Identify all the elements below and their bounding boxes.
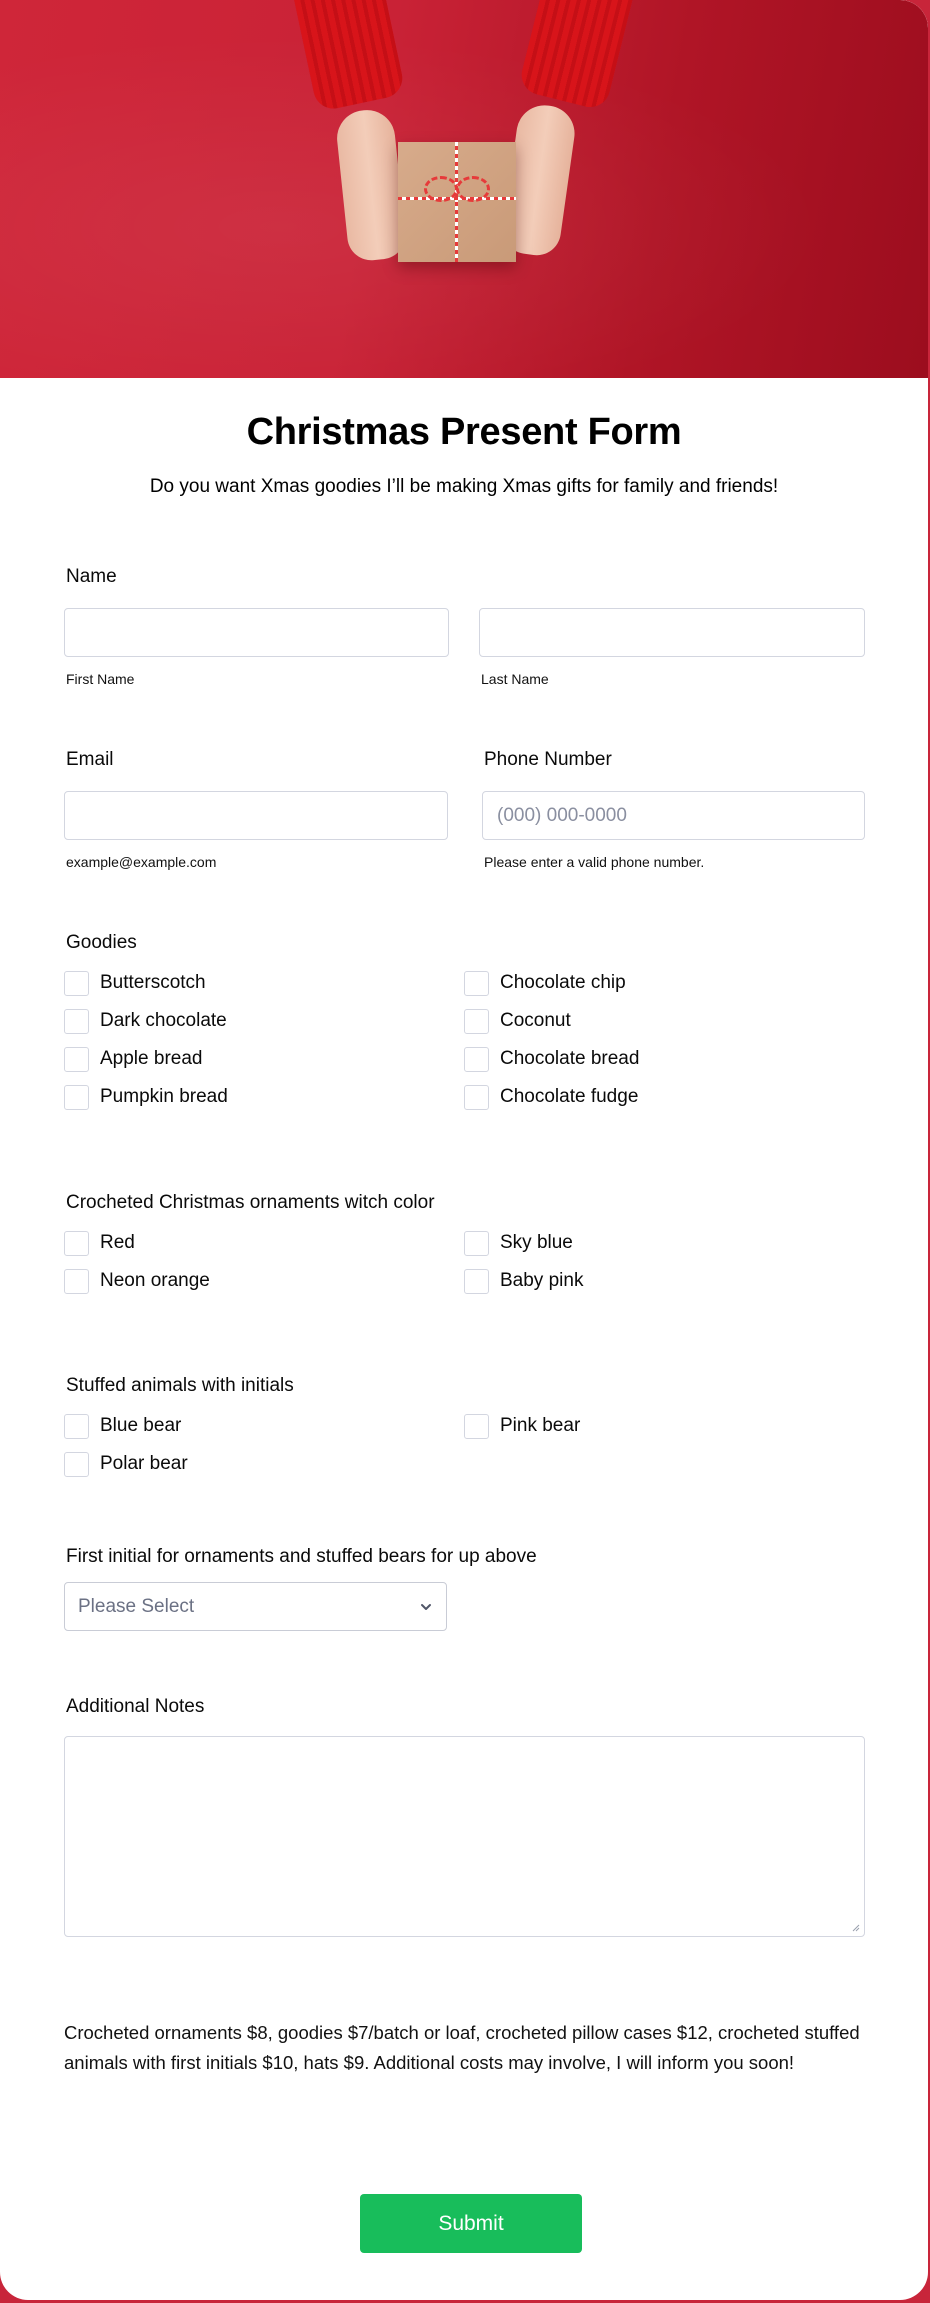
submit-button[interactable]: Submit xyxy=(360,2194,582,2253)
checkbox-label: Pumpkin bread xyxy=(100,1086,228,1107)
checkbox-label: Pink bear xyxy=(500,1415,581,1436)
resize-grip-icon[interactable] xyxy=(851,1923,860,1932)
checkbox-box[interactable] xyxy=(64,1009,89,1034)
checkbox-neon-orange[interactable] xyxy=(64,1268,464,1294)
checkbox-label: Butterscotch xyxy=(100,972,206,993)
email-label: Email xyxy=(66,749,114,770)
chevron-down-icon xyxy=(420,1601,432,1613)
checkbox-label: Neon orange xyxy=(100,1270,210,1291)
checkbox-label: Chocolate fudge xyxy=(500,1086,639,1107)
initial-select-label: First initial for ornaments and stuffed bears for up above xyxy=(66,1546,537,1567)
stuffed-animals-options xyxy=(64,1413,884,1477)
first-name-group xyxy=(64,608,449,687)
checkbox-apple-bread[interactable] xyxy=(64,1046,464,1072)
name-label-wrap xyxy=(66,566,117,588)
notes-textarea[interactable] xyxy=(64,1736,865,1937)
email-sublabel: example@example.com xyxy=(66,854,217,870)
ornaments-group xyxy=(64,1192,884,1294)
name-label: Name xyxy=(66,566,117,587)
checkbox-label: Chocolate chip xyxy=(500,972,626,993)
checkbox-label: Polar bear xyxy=(100,1453,188,1474)
checkbox-box[interactable] xyxy=(464,1047,489,1072)
phone-sublabel: Please enter a valid phone number. xyxy=(484,854,705,870)
checkbox-dark-chocolate[interactable] xyxy=(64,1008,464,1034)
checkbox-label: Blue bear xyxy=(100,1415,182,1436)
stuffed-animals-label: Stuffed animals with initials xyxy=(66,1375,294,1396)
email-label-wrap xyxy=(66,749,114,771)
checkbox-pumpkin-bread[interactable] xyxy=(64,1084,464,1110)
checkbox-coconut[interactable] xyxy=(464,1008,864,1034)
checkbox-box[interactable] xyxy=(64,1452,89,1477)
form-title: Christmas Present Form xyxy=(246,411,682,453)
first-name-sublabel: First Name xyxy=(66,671,135,687)
select-value: Please Select xyxy=(78,1595,195,1617)
goodies-label: Goodies xyxy=(66,932,137,953)
checkbox-chocolate-bread[interactable] xyxy=(464,1046,864,1072)
checkbox-box[interactable] xyxy=(464,1414,489,1439)
header-image xyxy=(0,0,928,378)
checkbox-box[interactable] xyxy=(64,1085,89,1110)
form-subtitle: Do you want Xmas goodies I’ll be making Xmas gifts for family and friends! xyxy=(149,476,779,497)
initial-select-dropdown[interactable] xyxy=(64,1582,447,1631)
checkbox-chocolate-fudge[interactable] xyxy=(464,1084,864,1110)
checkbox-red[interactable] xyxy=(64,1230,464,1256)
phone-label-wrap xyxy=(484,749,612,771)
email-group xyxy=(64,791,448,870)
checkbox-label: Coconut xyxy=(500,1010,571,1031)
checkbox-label: Red xyxy=(100,1232,135,1253)
pricing-info xyxy=(64,2018,874,2078)
notes-group xyxy=(64,1696,884,1937)
checkbox-box[interactable] xyxy=(464,971,489,996)
checkbox-polar-bear[interactable] xyxy=(64,1451,464,1477)
checkbox-chocolate-chip[interactable] xyxy=(464,970,864,996)
checkbox-baby-pink[interactable] xyxy=(464,1268,864,1294)
gift-box-icon xyxy=(398,142,516,262)
checkbox-blue-bear[interactable] xyxy=(64,1413,464,1439)
email-input[interactable] xyxy=(64,791,448,840)
goodies-group xyxy=(64,932,884,1110)
checkbox-box[interactable] xyxy=(464,1009,489,1034)
checkbox-box[interactable] xyxy=(64,1047,89,1072)
notes-label: Additional Notes xyxy=(66,1696,205,1717)
phone-group xyxy=(482,791,865,870)
stuffed-animals-group xyxy=(64,1375,884,1477)
ornaments-options xyxy=(64,1230,884,1294)
initial-select-group xyxy=(64,1546,884,1631)
checkbox-label: Sky blue xyxy=(500,1232,573,1253)
checkbox-butterscotch[interactable] xyxy=(64,970,464,996)
checkbox-label: Dark chocolate xyxy=(100,1010,227,1031)
last-name-group xyxy=(479,608,865,687)
checkbox-box[interactable] xyxy=(64,971,89,996)
pricing-text: Crocheted ornaments $8, goodies $7/batch or loaf, crocheted pillow cases $12, crocheted stuffed animals with first initials $10, hats $9. Additional costs may involve, I will inform you soon! xyxy=(64,2022,860,2073)
checkbox-pink-bear[interactable] xyxy=(464,1413,864,1439)
checkbox-box[interactable] xyxy=(464,1231,489,1256)
goodies-options xyxy=(64,970,884,1110)
checkbox-label: Apple bread xyxy=(100,1048,203,1069)
last-name-sublabel: Last Name xyxy=(481,671,549,687)
first-name-input[interactable] xyxy=(64,608,449,657)
last-name-input[interactable] xyxy=(479,608,865,657)
checkbox-box[interactable] xyxy=(64,1414,89,1439)
checkbox-box[interactable] xyxy=(464,1269,489,1294)
checkbox-sky-blue[interactable] xyxy=(464,1230,864,1256)
ornaments-label: Crocheted Christmas ornaments witch color xyxy=(66,1192,435,1213)
checkbox-box[interactable] xyxy=(64,1231,89,1256)
phone-label: Phone Number xyxy=(484,749,612,770)
checkbox-box[interactable] xyxy=(64,1269,89,1294)
checkbox-label: Baby pink xyxy=(500,1270,584,1291)
checkbox-label: Chocolate bread xyxy=(500,1048,640,1069)
phone-input[interactable] xyxy=(482,791,865,840)
checkbox-box[interactable] xyxy=(464,1085,489,1110)
